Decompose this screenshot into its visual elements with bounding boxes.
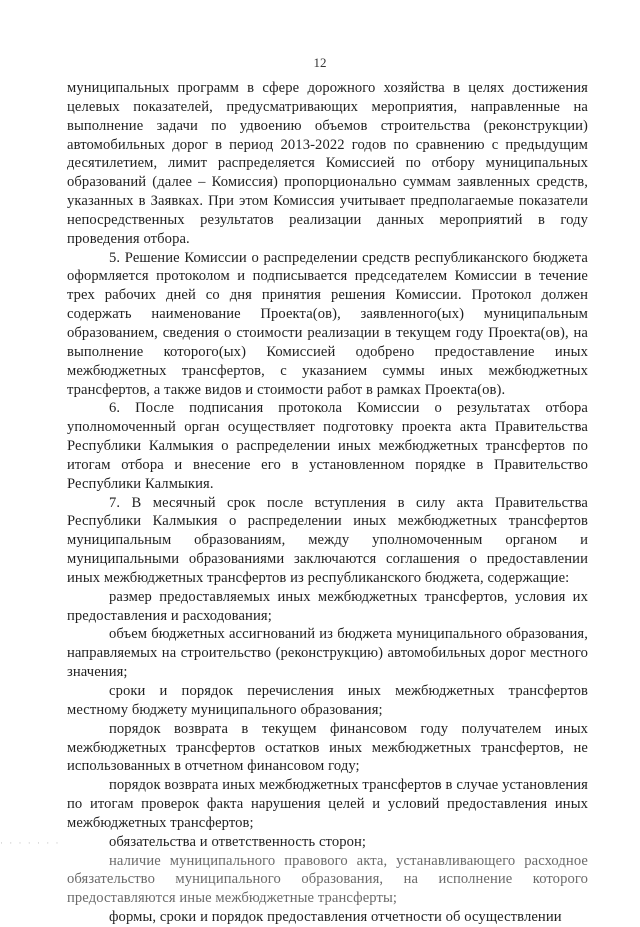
body-text: [67, 79, 588, 927]
paragraph-continuation: муниципальных программ в сфере дорожного хозяйства в целях достижения целевых показателей, предусматривающих мероприятия, направленные на выполнение задачи по удвоению объемов строительства (реконструкции) автомобильных дорог в период 2013-2022 годов по сравнению с предыдущим десятилетием, лимит распределяется Комиссией по отбору муниципальных образований (далее – Комиссия) пропорционально суммам заявленных средств, указанных в Заявках. При этом Комиссия учитывает предполагаемые показатели непосредственных результатов реализации данных мероприятий в году проведения отбора.: [67, 80, 588, 247]
agreement-clause-transfer-terms: сроки и порядок перечисления иных межбюджетных трансфертов местному бюджету муниципального образования;: [67, 683, 588, 718]
paragraph-item-7: 7. В месячный срок после вступления в силу акта Правительства Республики Калмыкия о распределении иных межбюджетных трансфертов муниципальным образованиям, между уполномоченным органом и муниципальными образованиями заключаются соглашения о предоставлении иных межбюджетных трансфертов из республиканского бюджета, содержащие:: [67, 494, 588, 586]
paragraph-item-5: 5. Решение Комиссии о распределении средств республиканского бюджета оформляется протоколом и подписывается председателем Комиссии в течение трех рабочих дней со дня принятия решения Комиссии. Протокол должен содержать наименование Проекта(ов), заявленного(ых) муниципальным образованием, сведения о стоимости реализации в текущем году Проекта(ов), на выполнение которого(ых) Комиссией одобрено предоставление иных межбюджетных трансфертов, с указанием суммы иных межбюджетных трансфертов, а также видов и стоимости работ в рамках Проекта(ов).: [67, 249, 588, 398]
agreement-clause-legal-act: наличие муниципального правового акта, устанавливающего расходное обязательство муниципального образования, на исполнение которого предоставляются иные межбюджетные трансферты;: [67, 852, 588, 907]
scan-artifact: · · · · · · ·: [0, 838, 61, 848]
agreement-clause-reporting: формы, сроки и порядок предоставления отчетности об осуществлении: [109, 909, 562, 926]
agreement-clause-refund-unused: порядок возврата в текущем финансовом году получателем иных межбюджетных трансфертов остатков иных межбюджетных трансфертов, не использованных в отчетном финансовом году;: [67, 720, 588, 775]
agreement-clause-obligations: обязательства и ответственность сторон;: [109, 833, 367, 850]
paragraph-item-6: 6. После подписания протокола Комиссии о результатах отбора уполномоченный орган осуществляет подготовку проекта акта Правительства Республики Калмыкия о распределении иных межбюджетных трансфертов по итогам отбора и внесение его в установленном порядке в Правительство Республики Калмыкия.: [67, 400, 588, 492]
page-number: 12: [313, 55, 327, 70]
agreement-clause-size: размер предоставляемых иных межбюджетных трансфертов, условия их предоставления и расходования;: [67, 588, 588, 624]
agreement-clause-volume: объем бюджетных ассигнований из бюджета муниципального образования, направляемых на строительство (реконструкцию) автомобильных дорог местного значения;: [67, 626, 588, 681]
agreement-clause-refund-violation: порядок возврата иных межбюджетных трансфертов в случае установления по итогам проверок факта нарушения целей и условий предоставления иных межбюджетных трансфертов;: [67, 777, 588, 831]
